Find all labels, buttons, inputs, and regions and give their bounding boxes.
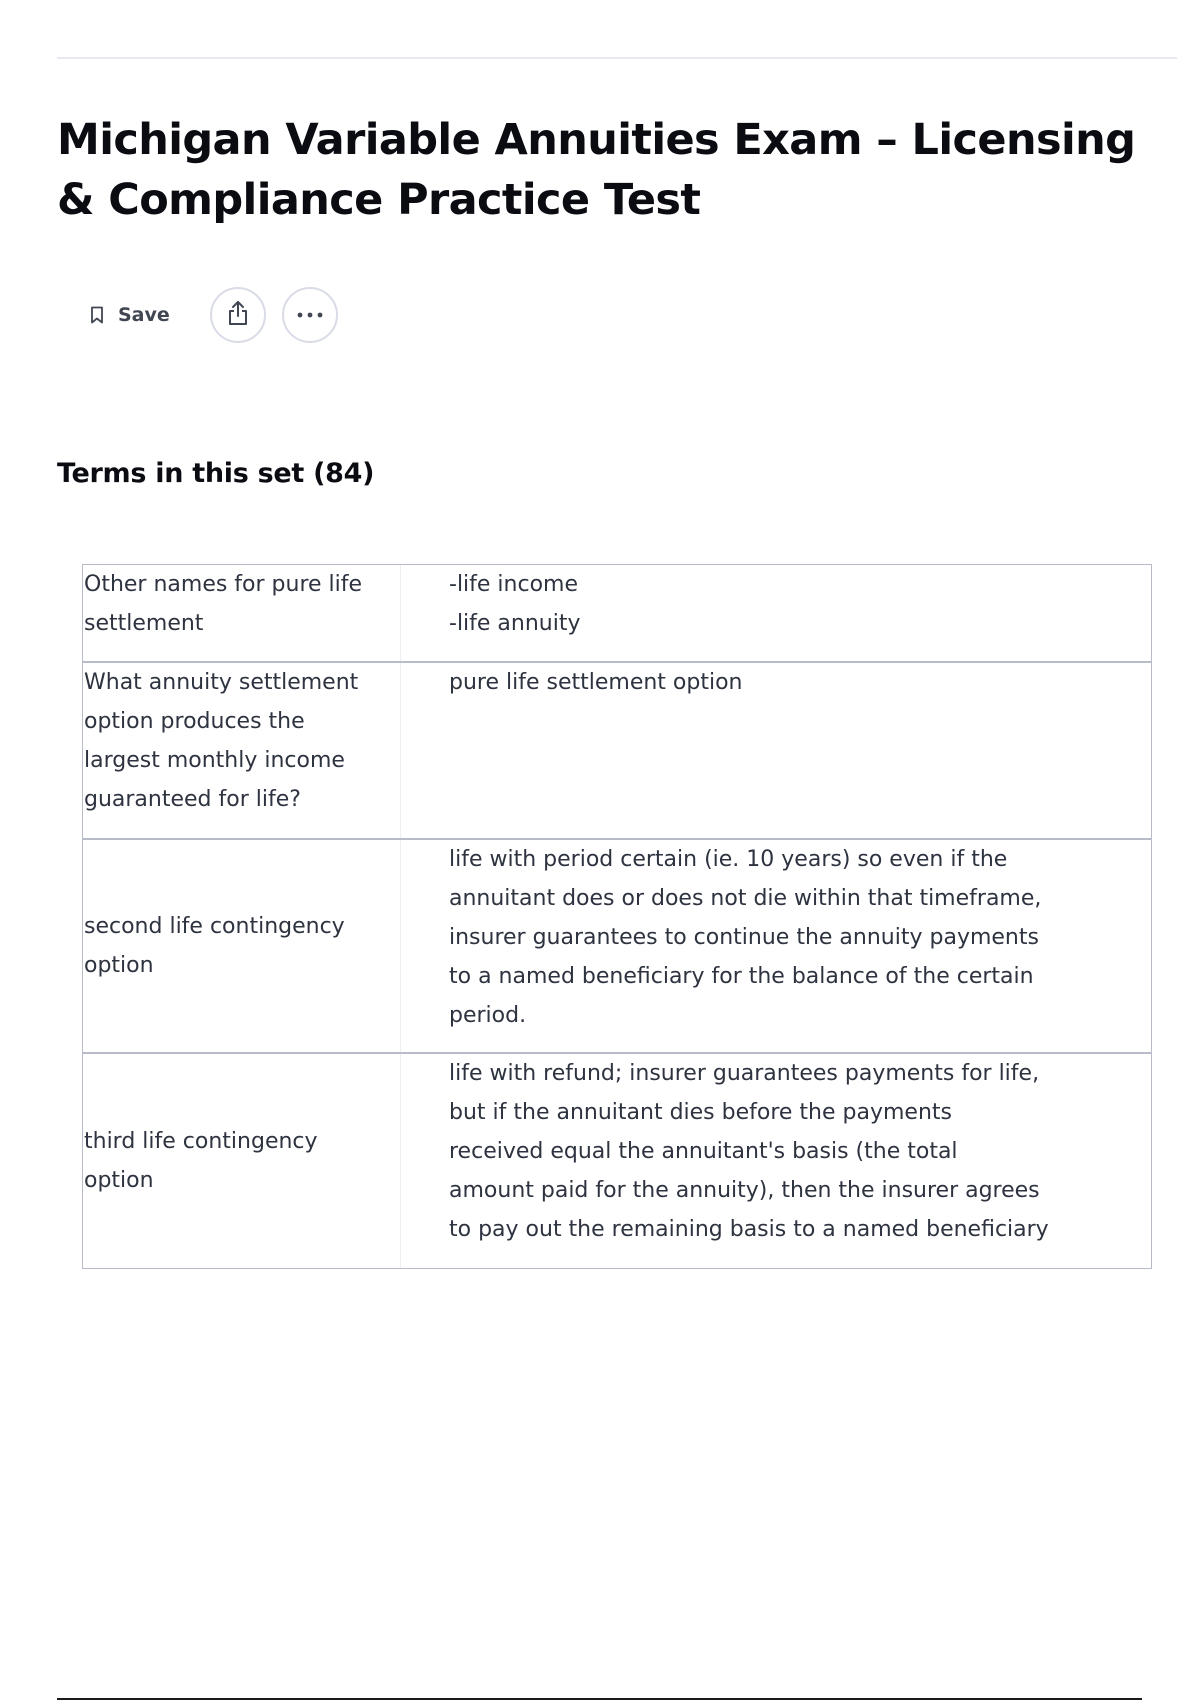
set-actions-toolbar [76,285,338,345]
definition-cell [401,1054,1151,1268]
term-cell [83,840,401,1052]
term-row [83,565,1151,663]
term-cell [83,1054,401,1268]
term-text: Other names for pure life settlement [84,572,363,636]
more-options-button[interactable] [282,287,338,343]
term-text: third life contingency option [84,1129,318,1193]
definition-cell [401,565,1151,661]
top-divider [57,57,1177,59]
definition-text: -life income -life annuity [449,572,581,636]
definition-text: pure life settlement option [449,670,743,695]
terms-count-heading: Terms in this set (84) [57,458,375,489]
definition-text: life with refund; insurer guarantees payments for life, but if the annuitant dies before the payments received equal the annuitant's basis (the total amount paid for the annuity), then the insurer agrees to pay out the remaining basis to a named beneficiary [449,1061,1049,1242]
save-button[interactable] [76,293,182,337]
save-label: Save [118,304,170,326]
page-title: Michigan Variable Annuities Exam – Licensing & Compliance Practice Test [57,115,1136,225]
share-button[interactable] [210,287,266,343]
definition-cell [401,840,1151,1052]
term-cell [83,663,401,838]
term-text: What annuity settlement option produces the largest monthly income guaranteed for life? [84,670,359,812]
bookmark-icon [88,305,106,325]
term-row [83,1054,1151,1268]
term-cell [83,565,401,661]
definition-cell [401,663,1151,838]
term-row [83,663,1151,840]
more-horizontal-icon [295,306,325,324]
share-icon [225,299,251,332]
terms-table [82,564,1152,1269]
term-text: second life contingency option [84,914,345,978]
term-row [83,840,1151,1054]
definition-text: life with period certain (ie. 10 years) so even if the annuitant does or does not die within that timeframe, insurer guarantees to continue the annuity payments to a named beneficiary for the balance of the certain period. [449,847,1042,1028]
